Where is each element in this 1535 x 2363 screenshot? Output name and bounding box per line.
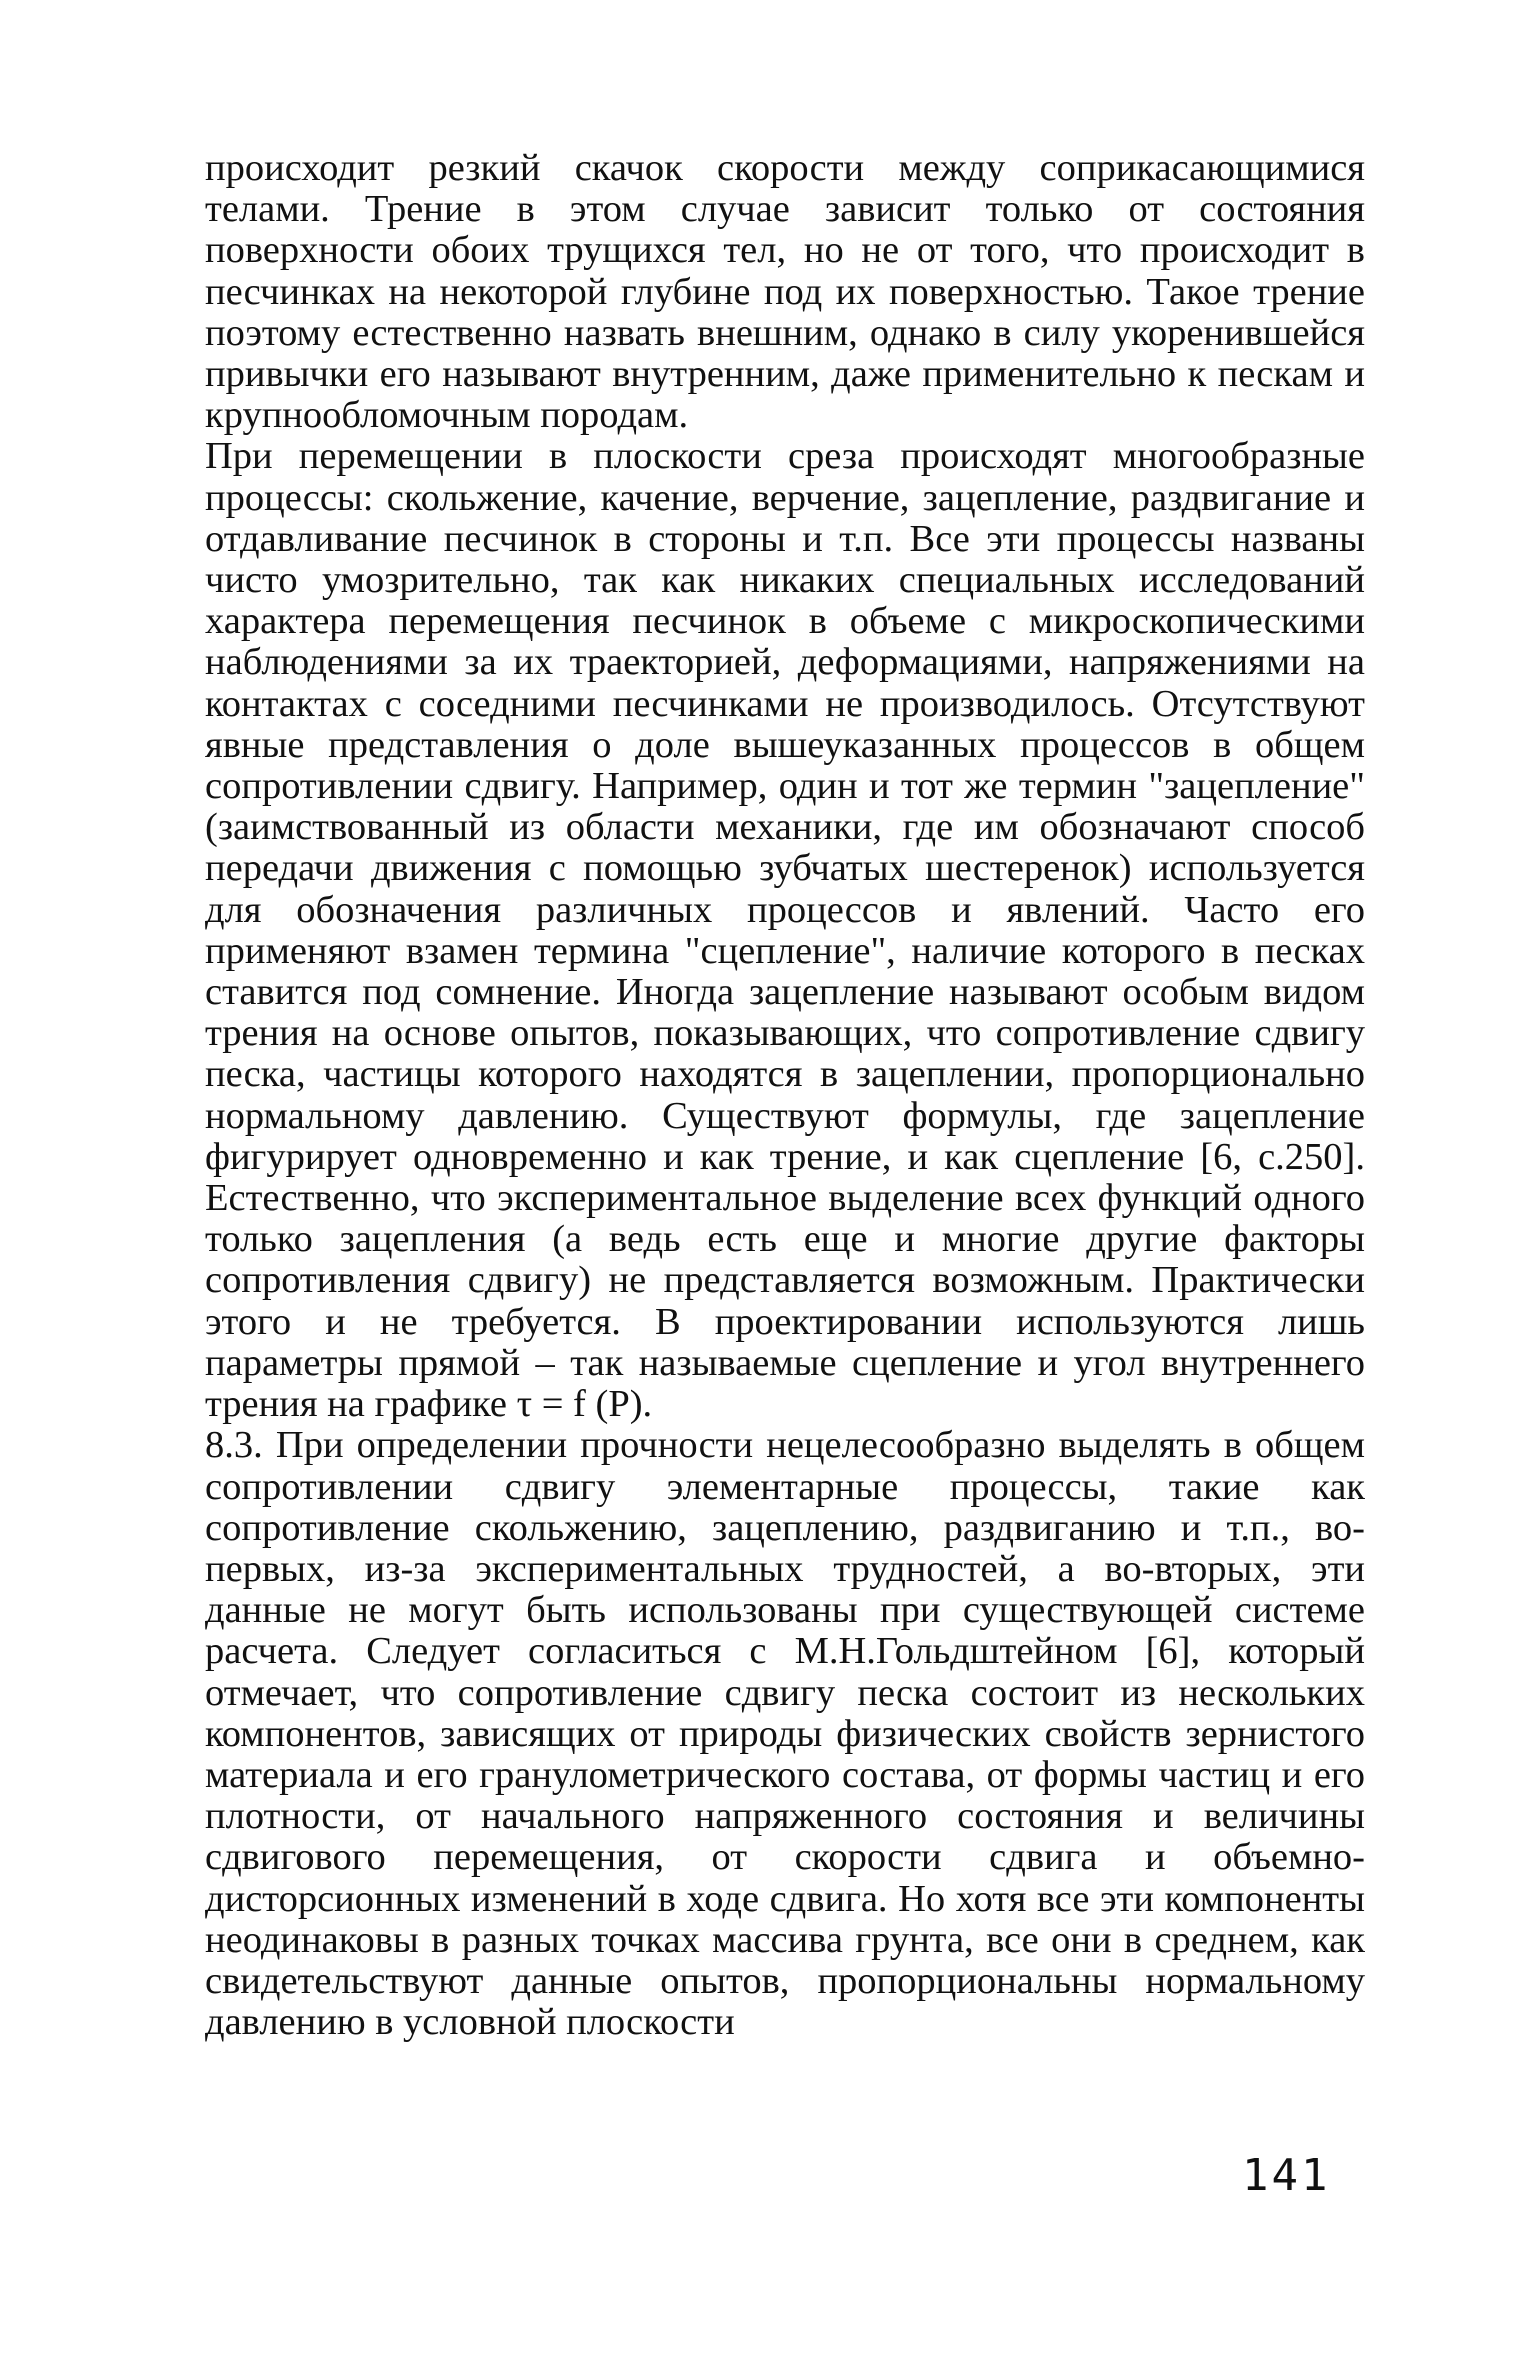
paragraph-continuation: происходит резкий скачок скорости между соприкасающимися телами. Трение в этом случае зависит только от состояния поверхности обоих трущихся тел, но не от того, что происходит в песчинках на некоторой глубине под их поверхностью. Такое трение поэтому естественно назвать внешним, однако в силу укоренившейся привычки его называют внутренним, даже применительно к пескам и крупнообломочным породам. — [205, 147, 1365, 437]
paragraph-shear-processes: При перемещении в плоскости среза происходят многообразные процессы: скольжение, качение, верчение, зацепление, раздвигание и отдавливание песчинок в стороны и т.п. Все эти процессы названы чисто умозрительно, так как никаких специальных исследований характера перемещения песчинок в объеме с микроскопическими наблюдениями за их траекторией, деформациями, напряжениями на контактах с соседними песчинками не производилось. Отсутствуют явные представления о доле вышеуказанных процессов в общем сопротивлении сдвигу. Например, один и тот же термин "зацепление" (заимствованный из области механики, где им обозначают способ передачи движения с помощью зубчатых шестеренок) используется для обозначения различных процессов и явлений. Часто его применяют взамен термина "сцепление", наличие которого в песках ставится под сомнение. Иногда зацепление называют особым видом трения на основе опытов, показывающих, что сопротивление сдвигу песка, частицы которого находятся в зацеплении, пропорционально нормальному давлению. Существуют формулы, где зацепление фигурирует одновременно и как трение, и как сцепление [6, с.250]. Естественно, что экспериментальное выделение всех функций одного только зацепления (а ведь есть еще и многие другие факторы сопротивления сдвигу) не представляется возможным. Практически этого и не требуется. В проектировании используются лишь параметры прямой – так называемые сцепление и угол внутреннего трения на графике τ = f (P). — [205, 435, 1365, 1426]
paragraph-section-8-3: 8.3. При определении прочности нецелесообразно выделять в общем сопротивлении сдвигу элементарные процессы, такие как сопротивление скольжению, зацеплению, раздвиганию и т.п., во-первых, из-за экспериментальных трудностей, а во-вторых, эти данные не могут быть использованы при существующей системе расчета. Следует согласиться с М.Н.Гольдштейном [6], который отмечает, что сопротивление сдвигу песка состоит из нескольких компонентов, зависящих от природы физических свойств зернистого материала и его гранулометрического состава, от формы частиц и его плотности, от начального напряженного состояния и величины сдвигового перемещения, от скорости сдвига и объемно-дисторсионных изменений в ходе сдвига. Но хотя все эти компоненты неодинаковы в разных точках массива грунта, все они в среднем, как свидетельствуют данные опытов, пропорциональны нормальному давлению в условной плоскости — [205, 1424, 1365, 2044]
page-number: 141 — [1242, 2150, 1331, 2201]
body-text — [205, 148, 1365, 2043]
